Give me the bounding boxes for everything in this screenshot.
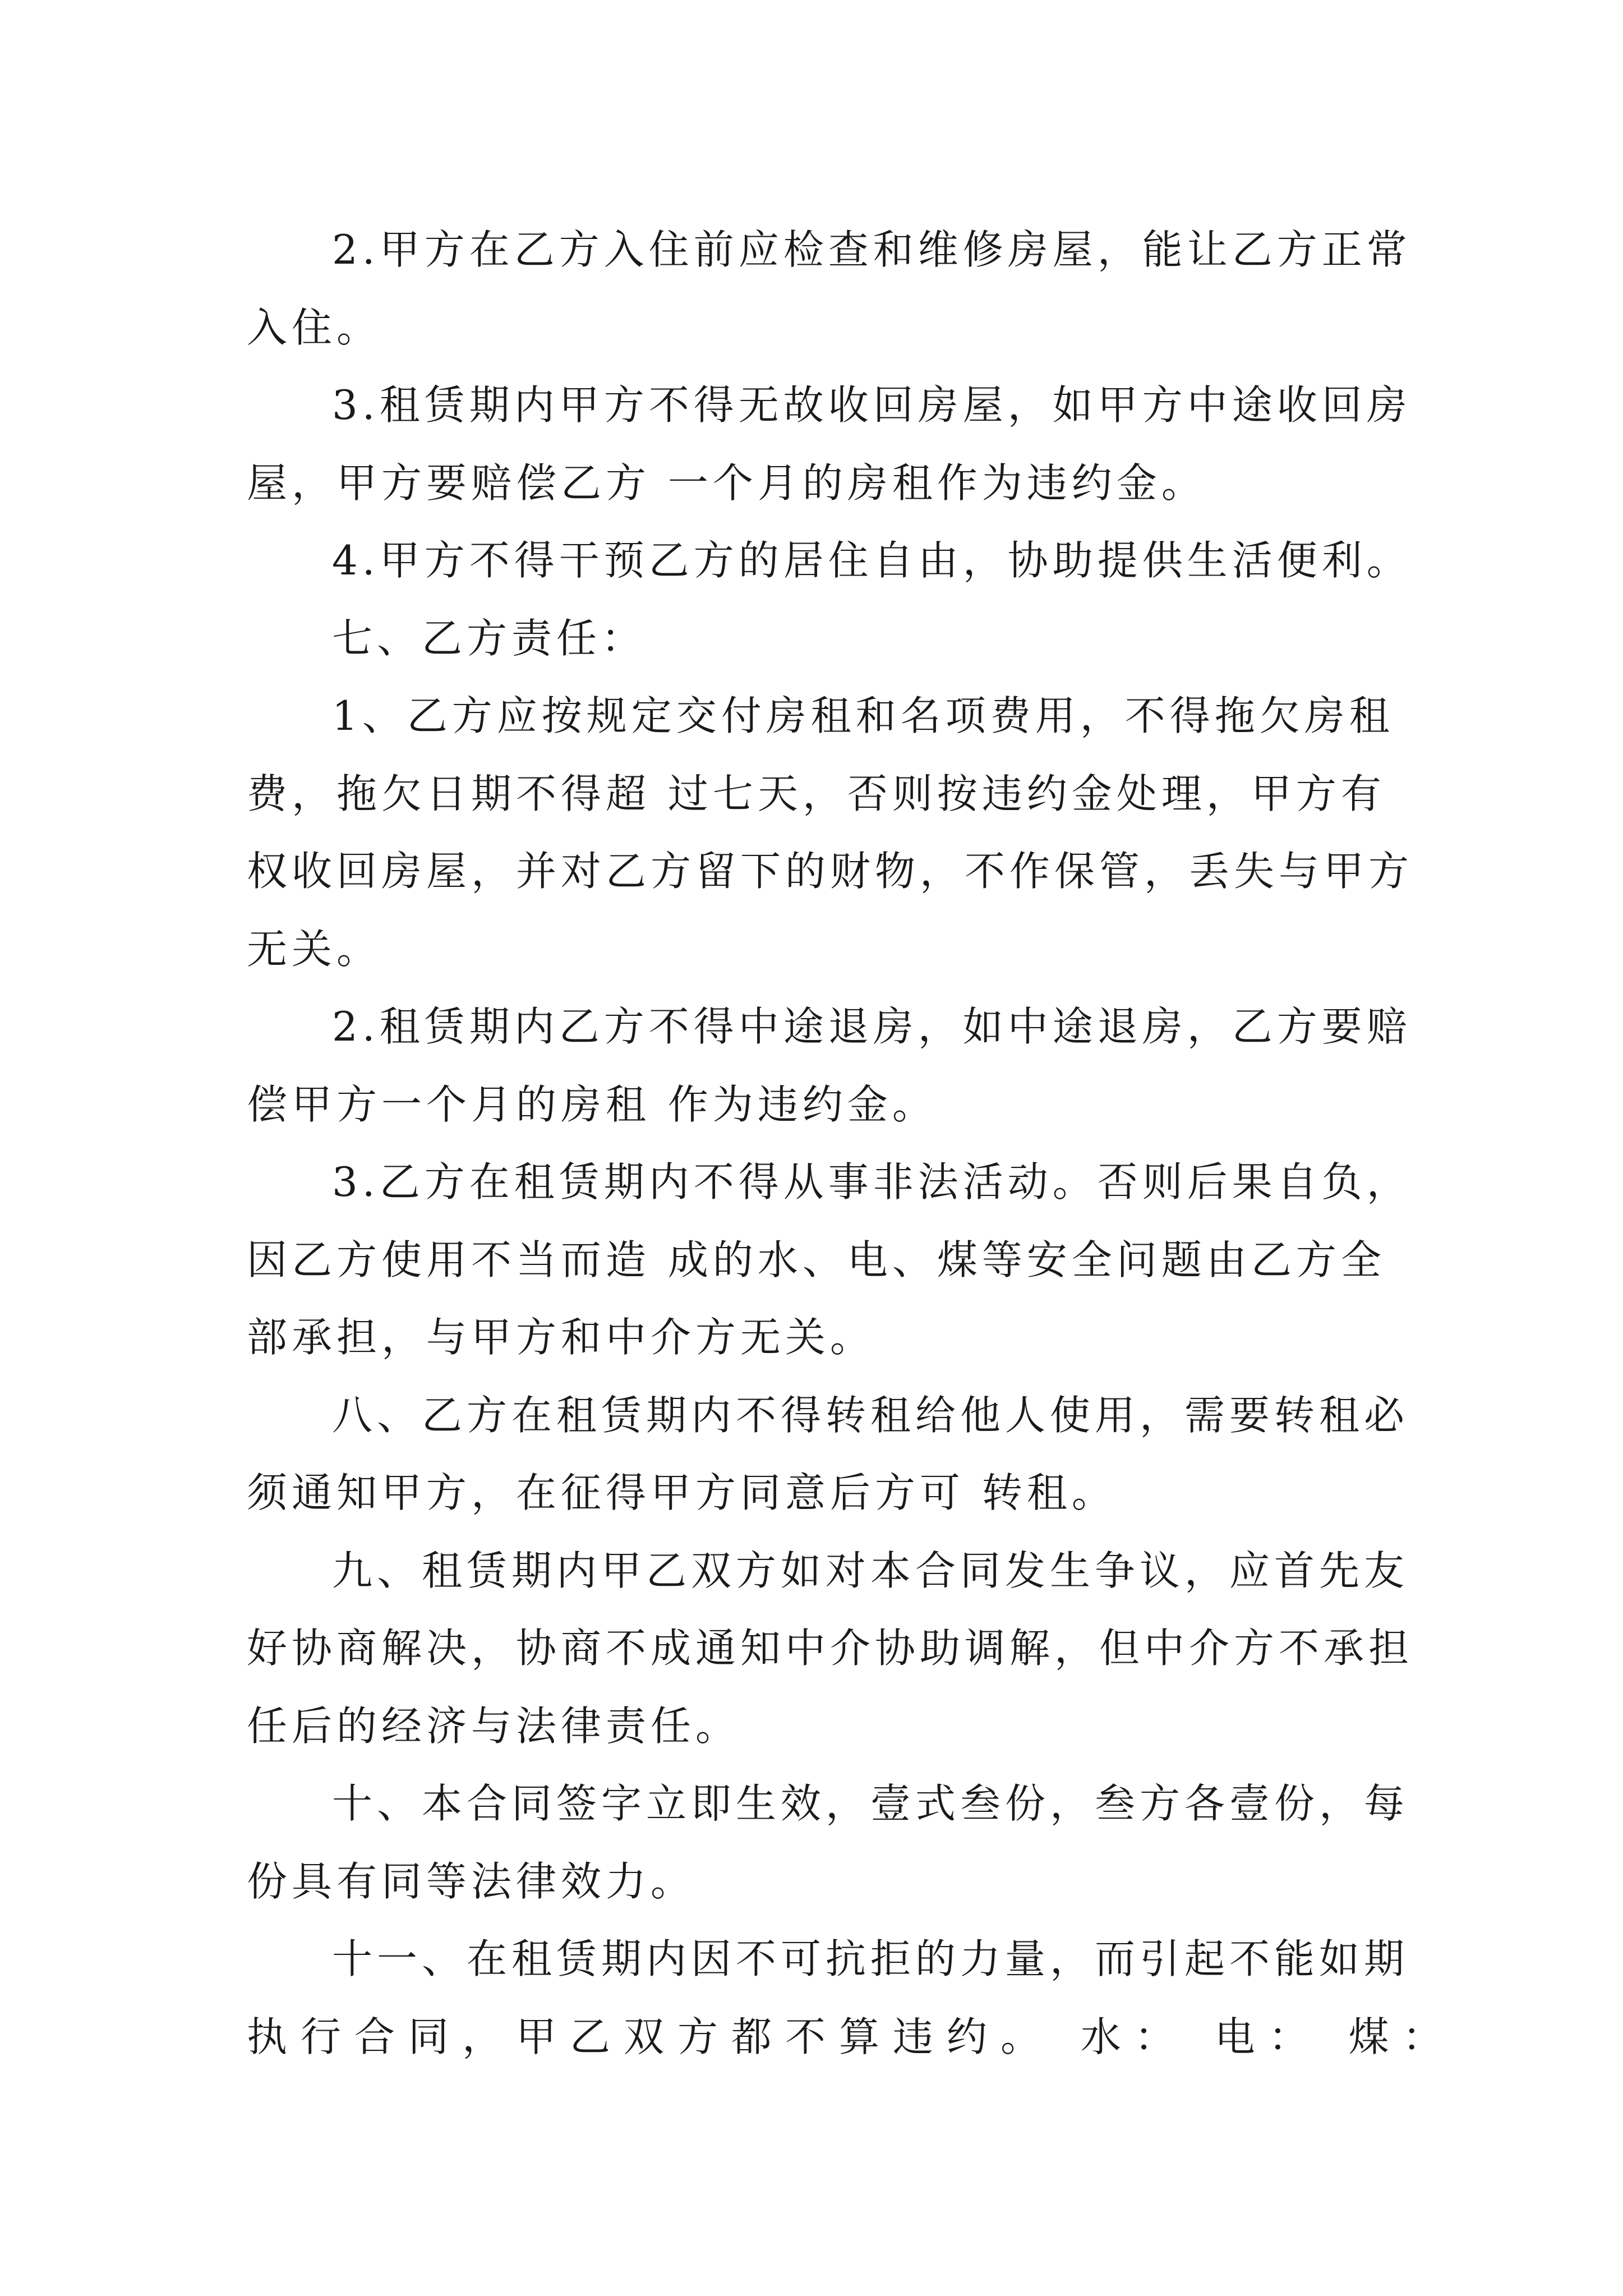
paragraph-line: 执行合同，甲乙双方都不算违约。 水： 电： 煤：	[247, 2013, 1456, 2060]
paragraph-line: 十、本合同签字立即生效，壹式叁份，叁方各壹份，每	[332, 1780, 1409, 1827]
paragraph-line: 1、乙方应按规定交付房租和名项费用，不得拖欠房租	[332, 692, 1394, 739]
paragraph-line: 入住。	[247, 303, 382, 351]
paragraph-line: 4.甲方不得干预乙方的居住自由，协助提供生活便利。	[332, 537, 1412, 584]
paragraph-line: 须通知甲方，在征得甲方同意后方可 转租。	[247, 1469, 1117, 1516]
contract-body	[247, 211, 1456, 2076]
section-heading: 七、乙方责任：	[332, 614, 647, 662]
paragraph-line: 2.甲方在乙方入住前应检查和维修房屋，能让乙方正常	[332, 226, 1412, 273]
paragraph-line: 十一、在租赁期内因不可抗拒的力量，而引起不能如期	[332, 1935, 1409, 1982]
paragraph-line: 3.租赁期内甲方不得无故收回房屋，如甲方中途收回房	[332, 381, 1412, 429]
paragraph-line: 任后的经济与法律责任。	[247, 1702, 741, 1750]
paragraph-line: 份具有同等法律效力。	[247, 1857, 696, 1905]
paragraph-line: 偿甲方一个月的房租 作为违约金。	[247, 1080, 937, 1128]
paragraph-line: 无关。	[247, 925, 382, 973]
paragraph-line: 2.租赁期内乙方不得中途退房，如中途退房，乙方要赔	[332, 1003, 1412, 1050]
paragraph-line: 3.乙方在租赁期内不得从事非法活动。否则后果自负，	[332, 1158, 1412, 1205]
paragraph-line: 费，拖欠日期不得超 过七天，否则按违约金处理，甲方有	[247, 770, 1386, 817]
paragraph-line: 部承担，与甲方和中介方无关。	[247, 1314, 875, 1361]
paragraph-line: 权收回房屋，并对乙方留下的财物，不作保管，丢失与甲方	[247, 848, 1414, 895]
paragraph-line: 屋，甲方要赔偿乙方 一个月的房租作为违约金。	[247, 459, 1206, 507]
paragraph-line: 因乙方使用不当而造 成的水、电、煤等安全问题由乙方全	[247, 1236, 1386, 1283]
paragraph-line: 九、租赁期内甲乙双方如对本合同发生争议，应首先友	[332, 1547, 1409, 1594]
paragraph-line: 八、乙方在租赁期内不得转租给他人使用，需要转租必	[332, 1391, 1409, 1439]
paragraph-line: 好协商解决，协商不成通知中介协助调解，但中介方不承担	[247, 1625, 1414, 1672]
